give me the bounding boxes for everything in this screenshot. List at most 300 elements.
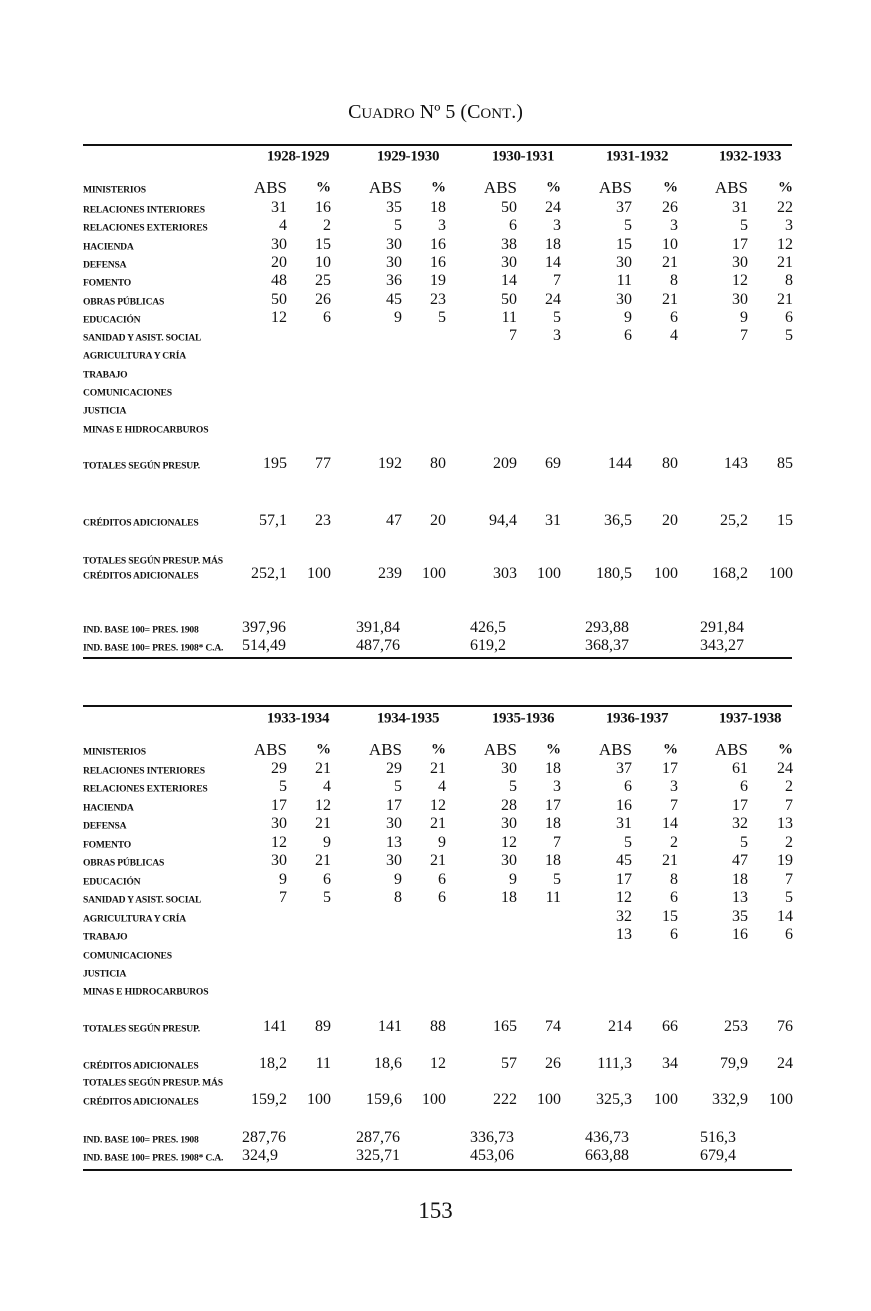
cell-pct: 13 [777, 815, 793, 833]
creditos-abs: 47 [386, 512, 402, 529]
row-label: AGRICULTURA Y CRÍA [83, 913, 187, 925]
cell-abs: 17 [271, 796, 287, 814]
abs-column-header: ABS [253, 178, 287, 197]
cell-abs: 5 [509, 778, 517, 796]
cell-pct: 18 [545, 852, 561, 870]
cell-pct: 2 [785, 778, 793, 796]
cell-pct: 18 [545, 815, 561, 833]
totales-mas-pct: 100 [537, 1091, 561, 1108]
cell-pct: 21 [430, 852, 446, 870]
cell-pct: 6 [323, 308, 331, 326]
title-part: .) [511, 101, 523, 123]
cell-pct: 18 [545, 760, 561, 777]
year-header: 1930-1931 [491, 148, 555, 165]
cell-abs: 16 [616, 796, 632, 814]
abs-column-header: ABS [368, 740, 402, 759]
totales-pct: 80 [662, 455, 678, 472]
cell-pct: 21 [662, 852, 678, 870]
cell-abs: 15 [616, 235, 632, 253]
creditos-pct: 24 [777, 1055, 793, 1072]
cell-pct: 24 [777, 760, 793, 777]
totales-pct: 74 [545, 1018, 561, 1035]
row-label-ind1: IND. BASE 100= PRES. 1908 [83, 1134, 199, 1146]
cell-abs: 28 [501, 796, 517, 814]
cell-abs: 7 [279, 889, 287, 907]
totales-abs: 214 [608, 1018, 632, 1035]
cell-pct: 21 [430, 760, 446, 777]
creditos-abs: 79,9 [720, 1055, 748, 1072]
abs-column-header: ABS [368, 178, 402, 197]
row-label-ind2: IND. BASE 100= PRES. 1908* C.A. [83, 1152, 224, 1164]
pct-column-header: % [663, 741, 678, 758]
cell-pct: 6 [438, 870, 446, 888]
cell-pct: 24 [545, 290, 561, 308]
cell-pct: 19 [777, 852, 793, 870]
cell-pct: 6 [785, 926, 793, 944]
cell-abs: 30 [501, 852, 517, 870]
row-label: FOMENTO [83, 839, 131, 851]
cell-abs: 16 [732, 926, 748, 944]
cell-pct: 2 [323, 217, 331, 235]
cell-pct: 21 [315, 852, 331, 870]
row-label-totales: TOTALES SEGÚN PRESUP. [83, 460, 200, 472]
index-base-1908: 436,73 [585, 1129, 629, 1146]
cell-pct: 3 [438, 217, 446, 235]
year-header: 1932-1933 [718, 148, 782, 165]
table-top-rule [83, 144, 792, 146]
totales-mas-pct: 100 [654, 565, 678, 582]
cell-abs: 14 [501, 272, 517, 290]
totales-pct: 89 [315, 1018, 331, 1035]
cell-pct: 18 [545, 235, 561, 253]
table-title [0, 101, 871, 124]
cell-abs: 6 [740, 778, 748, 796]
year-header: 1931-1932 [605, 148, 669, 165]
cell-pct: 2 [785, 833, 793, 851]
cell-abs: 7 [740, 327, 748, 345]
totales-mas-pct: 100 [422, 1091, 446, 1108]
row-label: EDUCACIÓN [83, 876, 141, 888]
cell-abs: 6 [509, 217, 517, 235]
pct-column-header: % [316, 741, 331, 758]
year-header: 1936-1937 [605, 710, 669, 727]
creditos-pct: 20 [430, 512, 446, 529]
table-bottom-rule [83, 657, 792, 659]
cell-abs: 30 [501, 760, 517, 777]
totales-pct: 69 [545, 455, 561, 472]
pct-column-header: % [778, 741, 793, 758]
cell-abs: 9 [509, 870, 517, 888]
index-base-1908-ca: 679,4 [700, 1147, 736, 1164]
totales-mas-pct: 100 [307, 1091, 331, 1108]
index-base-1908-ca: 324,9 [242, 1147, 278, 1164]
cell-abs: 30 [386, 253, 402, 271]
row-label-ministerios: MINISTERIOS [83, 746, 146, 758]
row-label: RELACIONES EXTERIORES [83, 222, 208, 234]
cell-pct: 5 [785, 327, 793, 345]
title-part: Nº 5 (C [414, 101, 481, 123]
cell-abs: 29 [271, 760, 287, 777]
index-base-1908: 291,84 [700, 619, 744, 636]
totales-mas-pct: 100 [769, 565, 793, 582]
totales-mas-abs: 303 [493, 565, 517, 582]
cell-pct: 3 [670, 217, 678, 235]
cell-abs: 30 [271, 815, 287, 833]
cell-pct: 15 [315, 235, 331, 253]
cell-pct: 19 [430, 272, 446, 290]
row-label: OBRAS PÚBLICAS [83, 296, 165, 307]
row-label-totales: TOTALES SEGÚN PRESUP. [83, 1023, 200, 1035]
row-label: RELACIONES EXTERIORES [83, 783, 208, 795]
cell-abs: 8 [394, 889, 402, 907]
row-label-ministerios: MINISTERIOS [83, 184, 146, 196]
index-base-1908-ca: 487,76 [356, 637, 400, 654]
pct-column-header: % [546, 741, 561, 758]
row-label: TRABAJO [83, 369, 128, 381]
cell-abs: 5 [624, 217, 632, 235]
cell-pct: 12 [430, 796, 446, 814]
totales-abs: 144 [608, 455, 632, 472]
creditos-abs: 18,2 [259, 1055, 287, 1072]
index-base-1908: 293,88 [585, 619, 629, 636]
cell-pct: 17 [662, 760, 678, 777]
cell-abs: 35 [732, 907, 748, 925]
pct-column-header: % [546, 179, 561, 196]
index-base-1908: 391,84 [356, 619, 400, 636]
cell-abs: 45 [386, 290, 402, 308]
cell-abs: 13 [386, 833, 402, 851]
cell-abs: 7 [509, 327, 517, 345]
cell-pct: 10 [662, 235, 678, 253]
pct-column-header: % [316, 179, 331, 196]
cell-pct: 4 [670, 327, 678, 345]
cell-abs: 5 [279, 778, 287, 796]
totales-abs: 195 [263, 455, 287, 472]
row-label-totales-mas: TOTALES SEGÚN PRESUP. MÁS [83, 555, 223, 567]
cell-abs: 29 [386, 760, 402, 777]
cell-pct: 4 [438, 778, 446, 796]
cell-pct: 15 [662, 907, 678, 925]
cell-pct: 7 [785, 796, 793, 814]
index-base-1908-ca: 368,37 [585, 637, 629, 654]
cell-abs: 13 [616, 926, 632, 944]
cell-abs: 6 [624, 778, 632, 796]
abs-column-header: ABS [598, 178, 632, 197]
creditos-abs: 111,3 [597, 1055, 632, 1072]
row-label: DEFENSA [83, 820, 127, 832]
abs-column-header: ABS [598, 740, 632, 759]
row-label: FOMENTO [83, 277, 131, 289]
cell-pct: 16 [430, 235, 446, 253]
pct-column-header: % [431, 741, 446, 758]
cell-pct: 3 [785, 217, 793, 235]
cell-abs: 17 [732, 796, 748, 814]
cell-pct: 26 [315, 290, 331, 308]
creditos-abs: 18,6 [374, 1055, 402, 1072]
cell-abs: 17 [732, 235, 748, 253]
cell-abs: 30 [271, 852, 287, 870]
totales-pct: 88 [430, 1018, 446, 1035]
cell-abs: 61 [732, 760, 748, 777]
title-part: ONT [480, 106, 512, 122]
cell-abs: 36 [386, 272, 402, 290]
index-base-1908-ca: 343,27 [700, 637, 744, 654]
index-base-1908-ca: 663,88 [585, 1147, 629, 1164]
cell-abs: 17 [616, 870, 632, 888]
page-number: 153 [418, 1198, 453, 1223]
cell-abs: 12 [271, 308, 287, 326]
abs-column-header: ABS [483, 740, 517, 759]
row-label: COMUNICACIONES [83, 387, 172, 399]
cell-abs: 48 [271, 272, 287, 290]
cell-pct: 6 [670, 889, 678, 907]
cell-abs: 5 [624, 833, 632, 851]
index-base-1908: 426,5 [470, 619, 506, 636]
cell-pct: 8 [670, 272, 678, 290]
row-label: MINAS E HIDROCARBUROS [83, 986, 209, 998]
totales-mas-abs: 159,6 [366, 1091, 402, 1108]
cell-pct: 5 [553, 870, 561, 888]
cell-abs: 12 [271, 833, 287, 851]
cell-pct: 21 [777, 290, 793, 308]
cell-abs: 5 [740, 833, 748, 851]
totales-abs: 192 [378, 455, 402, 472]
cell-abs: 9 [394, 308, 402, 326]
row-label: TRABAJO [83, 931, 128, 943]
totales-abs: 253 [724, 1018, 748, 1035]
cell-pct: 21 [315, 815, 331, 833]
cell-pct: 21 [430, 815, 446, 833]
row-label: SANIDAD Y ASIST. SOCIAL [83, 894, 202, 906]
cell-pct: 7 [785, 870, 793, 888]
cell-abs: 11 [616, 272, 632, 290]
cell-abs: 6 [624, 327, 632, 345]
year-header: 1935-1936 [491, 710, 555, 727]
row-label-ind1: IND. BASE 100= PRES. 1908 [83, 624, 199, 636]
cell-abs: 30 [386, 852, 402, 870]
cell-pct: 6 [785, 308, 793, 326]
cell-pct: 4 [323, 778, 331, 796]
abs-column-header: ABS [253, 740, 287, 759]
cell-pct: 9 [323, 833, 331, 851]
creditos-pct: 26 [545, 1055, 561, 1072]
cell-pct: 18 [430, 199, 446, 216]
cell-pct: 14 [545, 253, 561, 271]
row-label: RELACIONES INTERIORES [83, 204, 205, 216]
cell-pct: 12 [315, 796, 331, 814]
totales-mas-pct: 100 [537, 565, 561, 582]
row-label: EDUCACIÓN [83, 314, 141, 326]
cell-pct: 11 [545, 889, 561, 907]
index-base-1908-ca: 325,71 [356, 1147, 400, 1164]
row-label-ind2: IND. BASE 100= PRES. 1908* C.A. [83, 642, 224, 654]
cell-pct: 3 [670, 778, 678, 796]
row-label: JUSTICIA [83, 405, 127, 417]
cell-pct: 10 [315, 253, 331, 271]
cell-abs: 30 [386, 235, 402, 253]
cell-abs: 9 [279, 870, 287, 888]
cell-pct: 9 [438, 833, 446, 851]
row-label-creditos: CRÉDITOS ADICIONALES [83, 1060, 199, 1072]
pct-column-header: % [663, 179, 678, 196]
row-label: DEFENSA [83, 259, 127, 271]
index-base-1908: 287,76 [356, 1129, 400, 1146]
cell-abs: 37 [616, 760, 632, 777]
cell-pct: 16 [430, 253, 446, 271]
cell-abs: 9 [740, 308, 748, 326]
creditos-pct: 15 [777, 512, 793, 529]
cell-pct: 23 [430, 290, 446, 308]
cell-abs: 37 [616, 199, 632, 216]
cell-pct: 17 [545, 796, 561, 814]
cell-abs: 5 [740, 217, 748, 235]
cell-abs: 30 [501, 815, 517, 833]
cell-pct: 3 [553, 327, 561, 345]
cell-pct: 14 [662, 815, 678, 833]
index-base-1908: 287,76 [242, 1129, 286, 1146]
cell-pct: 26 [662, 199, 678, 216]
cell-abs: 5 [394, 217, 402, 235]
pct-column-header: % [778, 179, 793, 196]
cell-abs: 45 [616, 852, 632, 870]
creditos-abs: 57 [501, 1055, 517, 1072]
totales-mas-pct: 100 [422, 565, 446, 582]
cell-pct: 5 [438, 308, 446, 326]
index-base-1908-ca: 619,2 [470, 637, 506, 654]
cell-pct: 3 [553, 217, 561, 235]
totales-mas-abs: 180,5 [596, 565, 632, 582]
totales-abs: 141 [263, 1018, 287, 1035]
cell-pct: 6 [670, 926, 678, 944]
year-header: 1937-1938 [718, 710, 782, 727]
cell-abs: 50 [501, 199, 517, 216]
cell-pct: 5 [785, 889, 793, 907]
cell-abs: 30 [386, 815, 402, 833]
cell-abs: 32 [732, 815, 748, 833]
cell-abs: 31 [271, 199, 287, 216]
index-base-1908: 397,96 [242, 619, 286, 636]
cell-abs: 5 [394, 778, 402, 796]
totales-mas-abs: 168,2 [712, 565, 748, 582]
cell-abs: 30 [271, 235, 287, 253]
row-label: HACIENDA [83, 802, 134, 814]
cell-pct: 25 [315, 272, 331, 290]
row-label: MINAS E HIDROCARBUROS [83, 424, 209, 436]
totales-mas-abs: 222 [493, 1091, 517, 1108]
creditos-pct: 23 [315, 512, 331, 529]
row-label: OBRAS PÚBLICAS [83, 857, 165, 869]
cell-pct: 7 [670, 796, 678, 814]
row-label: AGRICULTURA Y CRÍA [83, 350, 187, 362]
totales-pct: 80 [430, 455, 446, 472]
cell-abs: 13 [732, 889, 748, 907]
cell-pct: 24 [545, 199, 561, 216]
cell-abs: 20 [271, 253, 287, 271]
totales-pct: 66 [662, 1018, 678, 1035]
row-label-totales-mas: CRÉDITOS ADICIONALES [83, 570, 199, 582]
cell-abs: 18 [501, 889, 517, 907]
cell-abs: 30 [732, 290, 748, 308]
cell-pct: 8 [670, 870, 678, 888]
cell-abs: 35 [386, 199, 402, 216]
cell-abs: 30 [501, 253, 517, 271]
row-label: JUSTICIA [83, 968, 127, 980]
cell-abs: 12 [732, 272, 748, 290]
totales-abs: 143 [724, 455, 748, 472]
cell-pct: 6 [670, 308, 678, 326]
totales-pct: 85 [777, 455, 793, 472]
cell-abs: 50 [271, 290, 287, 308]
year-header: 1934-1935 [376, 710, 440, 727]
index-base-1908: 516,3 [700, 1129, 736, 1146]
cell-abs: 12 [501, 833, 517, 851]
cell-pct: 7 [553, 272, 561, 290]
totales-pct: 76 [777, 1018, 793, 1035]
row-label-creditos: CRÉDITOS ADICIONALES [83, 517, 199, 529]
cell-abs: 50 [501, 290, 517, 308]
totales-mas-abs: 332,9 [712, 1091, 748, 1108]
creditos-abs: 57,1 [259, 512, 287, 529]
cell-abs: 18 [732, 870, 748, 888]
abs-column-header: ABS [483, 178, 517, 197]
cell-pct: 5 [323, 889, 331, 907]
cell-abs: 32 [616, 907, 632, 925]
table-bottom-rule [83, 1169, 792, 1171]
creditos-abs: 25,2 [720, 512, 748, 529]
cell-abs: 30 [616, 253, 632, 271]
cell-pct: 2 [670, 833, 678, 851]
totales-mas-pct: 100 [307, 565, 331, 582]
totales-mas-abs: 239 [378, 565, 402, 582]
creditos-pct: 31 [545, 512, 561, 529]
pct-column-header: % [431, 179, 446, 196]
cell-pct: 12 [777, 235, 793, 253]
row-label-totales-mas: TOTALES SEGÚN PRESUP. MÁS [83, 1077, 223, 1089]
cell-abs: 4 [279, 217, 287, 235]
cell-abs: 17 [386, 796, 402, 814]
cell-pct: 22 [777, 199, 793, 216]
year-header: 1929-1930 [376, 148, 440, 165]
cell-abs: 11 [501, 308, 517, 326]
creditos-abs: 94,4 [489, 512, 517, 529]
creditos-pct: 11 [315, 1055, 331, 1072]
cell-abs: 9 [394, 870, 402, 888]
totales-mas-pct: 100 [769, 1091, 793, 1108]
row-label: SANIDAD Y ASIST. SOCIAL [83, 332, 202, 344]
cell-abs: 30 [616, 290, 632, 308]
index-base-1908-ca: 453,06 [470, 1147, 514, 1164]
cell-pct: 16 [315, 199, 331, 216]
cell-pct: 3 [553, 778, 561, 796]
cell-pct: 7 [553, 833, 561, 851]
cell-abs: 47 [732, 852, 748, 870]
totales-mas-abs: 252,1 [251, 565, 287, 582]
cell-pct: 8 [785, 272, 793, 290]
cell-abs: 12 [616, 889, 632, 907]
cell-abs: 9 [624, 308, 632, 326]
cell-abs: 31 [732, 199, 748, 216]
cell-pct: 21 [777, 253, 793, 271]
index-base-1908: 336,73 [470, 1129, 514, 1146]
cell-pct: 21 [315, 760, 331, 777]
totales-mas-abs: 159,2 [251, 1091, 287, 1108]
year-header: 1928-1929 [266, 148, 330, 165]
cell-pct: 14 [777, 907, 793, 925]
cell-abs: 30 [732, 253, 748, 271]
row-label: HACIENDA [83, 241, 134, 253]
row-label: RELACIONES INTERIORES [83, 765, 205, 777]
cell-pct: 21 [662, 253, 678, 271]
